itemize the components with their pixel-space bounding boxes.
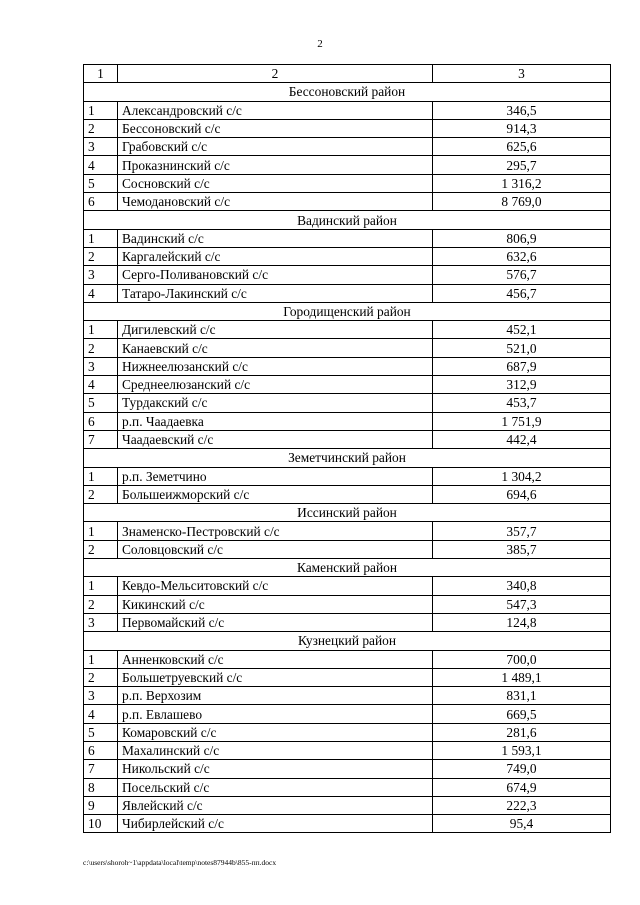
table-row xyxy=(84,138,611,156)
page-number: 2 xyxy=(317,38,323,50)
row-number: 2 xyxy=(84,668,118,686)
settlement-name: Знаменско-Пестровский с/с xyxy=(118,522,433,540)
row-value: 95,4 xyxy=(433,815,611,833)
row-value: 806,9 xyxy=(433,229,611,247)
settlement-name: Никольский с/с xyxy=(118,760,433,778)
row-number: 1 xyxy=(84,101,118,119)
district-header-row xyxy=(84,449,611,467)
header-col-2: 2 xyxy=(118,65,433,83)
row-value: 385,7 xyxy=(433,540,611,558)
table-row xyxy=(84,357,611,375)
row-value: 452,1 xyxy=(433,321,611,339)
row-number: 1 xyxy=(84,467,118,485)
table-row xyxy=(84,174,611,192)
row-number: 1 xyxy=(84,577,118,595)
table-row xyxy=(84,485,611,503)
table-row xyxy=(84,266,611,284)
settlement-name: Александровский с/с xyxy=(118,101,433,119)
table-row xyxy=(84,339,611,357)
district-name: Иссинский район xyxy=(84,504,611,522)
row-value: 1 304,2 xyxy=(433,467,611,485)
row-number: 6 xyxy=(84,412,118,430)
row-number: 4 xyxy=(84,376,118,394)
table-header-row xyxy=(84,65,611,83)
row-value: 340,8 xyxy=(433,577,611,595)
row-number: 3 xyxy=(84,138,118,156)
row-value: 632,6 xyxy=(433,247,611,265)
table-row xyxy=(84,815,611,833)
settlement-name: Дигилевский с/с xyxy=(118,321,433,339)
settlement-name: Кевдо-Мельситовский с/с xyxy=(118,577,433,595)
row-value: 442,4 xyxy=(433,430,611,448)
row-value: 576,7 xyxy=(433,266,611,284)
table-row xyxy=(84,741,611,759)
district-header-row xyxy=(84,504,611,522)
row-number: 2 xyxy=(84,339,118,357)
settlement-name: Татаро-Лакинский с/с xyxy=(118,284,433,302)
table-row xyxy=(84,229,611,247)
row-value: 1 489,1 xyxy=(433,668,611,686)
row-value: 674,9 xyxy=(433,778,611,796)
row-number: 1 xyxy=(84,229,118,247)
table-row xyxy=(84,321,611,339)
district-name: Кузнецкий район xyxy=(84,632,611,650)
table-row xyxy=(84,156,611,174)
row-number: 6 xyxy=(84,193,118,211)
district-name: Вадинский район xyxy=(84,211,611,229)
row-number: 5 xyxy=(84,723,118,741)
row-value: 687,9 xyxy=(433,357,611,375)
settlement-name: Вадинский с/с xyxy=(118,229,433,247)
row-value: 357,7 xyxy=(433,522,611,540)
row-value: 547,3 xyxy=(433,595,611,613)
row-number: 3 xyxy=(84,266,118,284)
row-number: 3 xyxy=(84,687,118,705)
row-number: 5 xyxy=(84,394,118,412)
row-value: 453,7 xyxy=(433,394,611,412)
settlement-name: Большетруевский с/с xyxy=(118,668,433,686)
settlement-name: Посельский с/с xyxy=(118,778,433,796)
table-row xyxy=(84,687,611,705)
row-value: 1 751,9 xyxy=(433,412,611,430)
row-value: 124,8 xyxy=(433,613,611,631)
district-name: Бессоновский район xyxy=(84,83,611,101)
settlement-name: Каргалейский с/с xyxy=(118,247,433,265)
row-value: 456,7 xyxy=(433,284,611,302)
table-row xyxy=(84,119,611,137)
row-number: 2 xyxy=(84,247,118,265)
file-path-footer: c:\users\shoroh~1\appdata\local\temp\notes87944b\855-пп.docx xyxy=(83,858,277,867)
table-row xyxy=(84,412,611,430)
row-value: 1 593,1 xyxy=(433,741,611,759)
settlement-name: Среднеелюзанский с/с xyxy=(118,376,433,394)
settlement-name: р.п. Евлашево xyxy=(118,705,433,723)
row-number: 8 xyxy=(84,778,118,796)
row-number: 4 xyxy=(84,705,118,723)
table-row xyxy=(84,595,611,613)
table-row xyxy=(84,284,611,302)
row-value: 694,6 xyxy=(433,485,611,503)
row-value: 295,7 xyxy=(433,156,611,174)
settlement-name: Сосновский с/с xyxy=(118,174,433,192)
row-value: 8 769,0 xyxy=(433,193,611,211)
row-number: 7 xyxy=(84,760,118,778)
header-col-3: 3 xyxy=(433,65,611,83)
row-number: 4 xyxy=(84,156,118,174)
settlement-name: Первомайский с/с xyxy=(118,613,433,631)
data-table xyxy=(83,64,611,833)
row-value: 521,0 xyxy=(433,339,611,357)
table-row xyxy=(84,467,611,485)
row-number: 2 xyxy=(84,119,118,137)
settlement-name: Махалинский с/с xyxy=(118,741,433,759)
row-value: 281,6 xyxy=(433,723,611,741)
table-row xyxy=(84,193,611,211)
row-number: 2 xyxy=(84,485,118,503)
row-number: 10 xyxy=(84,815,118,833)
row-number: 9 xyxy=(84,796,118,814)
table-row xyxy=(84,430,611,448)
settlement-name: Турдакский с/с xyxy=(118,394,433,412)
table-row xyxy=(84,760,611,778)
settlement-name: Канаевский с/с xyxy=(118,339,433,357)
district-header-row xyxy=(84,211,611,229)
row-number: 2 xyxy=(84,595,118,613)
header-col-1: 1 xyxy=(84,65,118,83)
settlement-name: р.п. Земетчино xyxy=(118,467,433,485)
table-row xyxy=(84,668,611,686)
row-value: 749,0 xyxy=(433,760,611,778)
table-row xyxy=(84,101,611,119)
district-name: Городищенский район xyxy=(84,302,611,320)
row-number: 5 xyxy=(84,174,118,192)
row-number: 3 xyxy=(84,357,118,375)
settlement-name: р.п. Верхозим xyxy=(118,687,433,705)
table-row xyxy=(84,778,611,796)
table-row xyxy=(84,394,611,412)
table-row xyxy=(84,650,611,668)
row-number: 4 xyxy=(84,284,118,302)
row-value: 831,1 xyxy=(433,687,611,705)
table-row xyxy=(84,613,611,631)
settlement-name: Чаадаевский с/с xyxy=(118,430,433,448)
table-row xyxy=(84,723,611,741)
settlement-name: Анненковский с/с xyxy=(118,650,433,668)
settlement-name: Проказнинский с/с xyxy=(118,156,433,174)
row-number: 3 xyxy=(84,613,118,631)
table-row xyxy=(84,247,611,265)
row-value: 346,5 xyxy=(433,101,611,119)
row-value: 625,6 xyxy=(433,138,611,156)
settlement-name: Комаровский с/с xyxy=(118,723,433,741)
settlement-name: Явлейский с/с xyxy=(118,796,433,814)
row-value: 700,0 xyxy=(433,650,611,668)
district-name: Каменский район xyxy=(84,559,611,577)
settlement-name: Бессоновский с/с xyxy=(118,119,433,137)
row-number: 2 xyxy=(84,540,118,558)
settlement-name: Серго-Поливановский с/с xyxy=(118,266,433,284)
row-value: 222,3 xyxy=(433,796,611,814)
row-value: 914,3 xyxy=(433,119,611,137)
row-value: 312,9 xyxy=(433,376,611,394)
row-number: 6 xyxy=(84,741,118,759)
settlement-name: Чемодановский с/с xyxy=(118,193,433,211)
settlement-name: Соловцовский с/с xyxy=(118,540,433,558)
settlement-name: Чибирлейский с/с xyxy=(118,815,433,833)
district-header-row xyxy=(84,302,611,320)
row-number: 1 xyxy=(84,522,118,540)
settlement-name: Большеижморский с/с xyxy=(118,485,433,503)
district-header-row xyxy=(84,83,611,101)
table-row xyxy=(84,796,611,814)
district-header-row xyxy=(84,632,611,650)
table-row xyxy=(84,540,611,558)
row-value: 1 316,2 xyxy=(433,174,611,192)
settlement-name: Грабовский с/с xyxy=(118,138,433,156)
table-row xyxy=(84,522,611,540)
settlement-name: Кикинский с/с xyxy=(118,595,433,613)
settlement-name: р.п. Чаадаевка xyxy=(118,412,433,430)
row-value: 669,5 xyxy=(433,705,611,723)
settlement-name: Нижнеелюзанский с/с xyxy=(118,357,433,375)
row-number: 1 xyxy=(84,321,118,339)
district-header-row xyxy=(84,559,611,577)
table-row xyxy=(84,577,611,595)
table-row xyxy=(84,705,611,723)
row-number: 1 xyxy=(84,650,118,668)
row-number: 7 xyxy=(84,430,118,448)
district-name: Земетчинский район xyxy=(84,449,611,467)
table-row xyxy=(84,376,611,394)
